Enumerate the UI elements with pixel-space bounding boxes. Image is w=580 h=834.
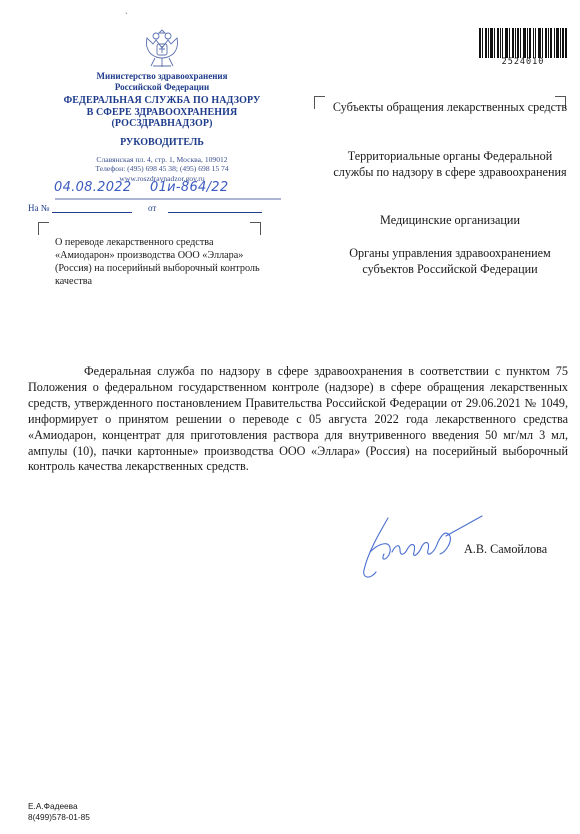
scan-mark: ˎ bbox=[125, 5, 128, 14]
ministry-name: Министерство здравоохранения Российской Федерации bbox=[96, 71, 228, 92]
registration-date: 04.08.2022 bbox=[54, 180, 132, 195]
barcode bbox=[479, 28, 567, 58]
body-paragraph: Федеральная служба по надзору в сфере здравоохранения в соответствии с пунктом 75 Положения о федеральном государственном контроле (надзоре) в сфере обращения лекарственных средств, утвержденного постановлением Правительства Российской Федерации от 29.06.2021 № 1049, информирует о принятом решении о переводе с 05 августа 2022 года лекарственного средства «Амиодарон, концентрат для приготовления раствора для внутривенного введения 50 мг/мл 3 мл, ампулы (10), пачки картонные» производства ООО «Эллара» (Россия) на посерийный выборочный контроль качества лекарственных средств. bbox=[28, 364, 568, 474]
ref-number-line bbox=[52, 203, 132, 213]
head-title: РУКОВОДИТЕЛЬ bbox=[120, 137, 204, 148]
executor-phone: 8(499)578-01-85 bbox=[28, 811, 90, 822]
coat-of-arms-icon bbox=[141, 26, 183, 70]
agency-name: ФЕДЕРАЛЬНАЯ СЛУЖБА ПО НАДЗОРУ В СФЕРЕ ЗДРАВООХРАНЕНИЯ (РОСЗДРАВНАДЗОР) bbox=[63, 95, 261, 129]
ref-label: На № bbox=[28, 203, 50, 213]
addressee-2: Территориальные органы Федеральной службы по надзору в сфере здравоохранения bbox=[333, 149, 567, 179]
ref-date-line bbox=[168, 203, 262, 213]
addressee-bracket-left bbox=[314, 96, 325, 109]
addressee-4: Органы управления здравоохранением субъектов Российской Федерации bbox=[349, 246, 551, 276]
subject-bracket-right bbox=[250, 222, 261, 235]
letter-subject: О переводе лекарственного средства «Амиодарон» производства ООО «Эллара» (Россия) на посерийный выборочный контроль качества bbox=[55, 237, 260, 287]
barcode-number: 2524010 bbox=[501, 57, 545, 67]
addressee-3: Медицинские организации bbox=[380, 213, 520, 227]
addressee-1: Субъекты обращения лекарственных средств bbox=[332, 100, 568, 114]
registration-number: 01и-864/22 bbox=[150, 180, 229, 195]
agency-address: Славянская пл. 4, стр. 1, Москва, 109012 Телефон: (495) 698 45 38; (495) 698 15 74 www.roszdravnadzor.gov.ru bbox=[95, 155, 229, 183]
letter-body bbox=[28, 364, 568, 475]
subject-bracket-left bbox=[38, 222, 49, 235]
from-label: от bbox=[148, 203, 157, 213]
executor-info bbox=[28, 801, 90, 822]
executor-name: Е.А.Фадеева bbox=[28, 801, 78, 811]
signer-name: А.В. Самойлова bbox=[464, 542, 548, 556]
